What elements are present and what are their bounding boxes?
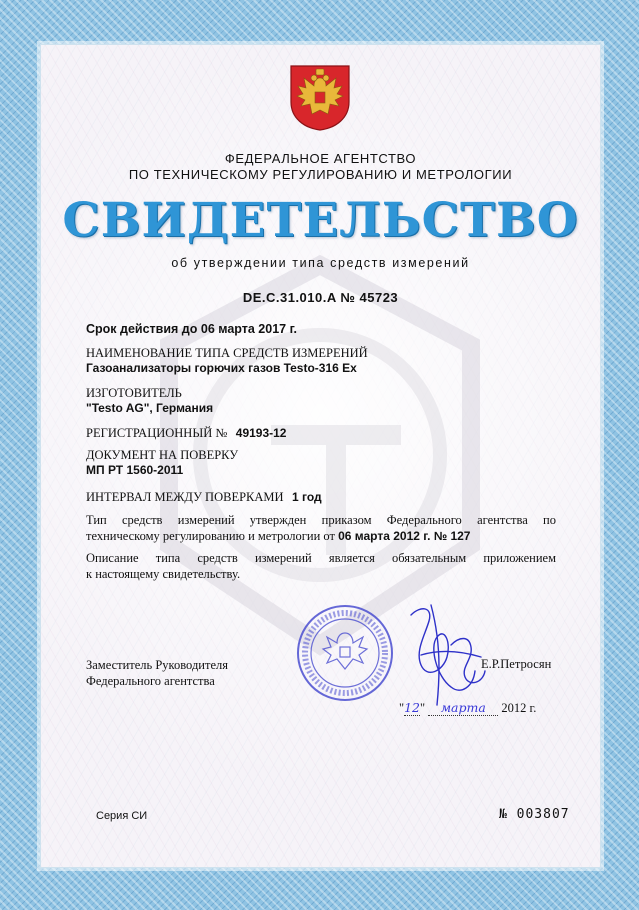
description-line-1: Описание типа средств измерений является обязательным приложением [86,551,556,565]
interval-value: 1 год [292,490,322,504]
registration-line [86,424,286,442]
issue-date-day: 12 [404,700,421,715]
validity-line [86,322,297,336]
type-name-value: Газоанализаторы горючих газов Testo-316 Ex [86,361,357,375]
validity-label: Срок действия до [86,322,198,336]
issue-date-month: марта [428,700,498,716]
form-number: № 003807 [499,807,570,822]
issue-date-year: 2012 г. [501,701,537,715]
document-title: СВИДЕТЕЛЬСТВО [62,193,579,248]
issue-date-quote-close: " [420,701,426,715]
interval-label: ИНТЕРВАЛ МЕЖДУ ПОВЕРКАМИ [86,490,284,504]
interval-line [86,488,322,506]
number-sign: № [340,290,356,305]
approval-line-2 [86,528,556,544]
verification-doc-value: МП РТ 1560-2011 [86,463,184,477]
russian-coat-of-arms-icon [287,64,353,132]
certificate-number: 45723 [359,290,399,305]
signatory-position [86,657,228,689]
registration-value: 49193-12 [235,426,287,440]
issue-date [399,700,536,716]
manufacturer-value: "Testo AG", Германия [86,401,214,415]
agency-line-1: ФЕДЕРАЛЬНОЕ АГЕНТСТВО [224,151,417,166]
approval-order-ref: 06 марта 2012 г. № 127 [338,529,471,543]
signatory-name: Е.Р.Петросян [481,657,552,671]
certificate-code: DE.C.31.010.A [242,290,337,305]
verification-doc-label: ДОКУМЕНТ НА ПОВЕРКУ [86,448,239,462]
description-paragraph [86,550,556,582]
agency-line-2: ПО ТЕХНИЧЕСКОМУ РЕГУЛИРОВАНИЮ И МЕТРОЛОГИИ [128,167,513,182]
approval-line-1: Тип средств измерений утвержден приказом Федерального агентства по [86,513,556,527]
approval-line-2-text: техническому регулированию и метрологии от [86,529,335,543]
description-line-2: к настоящему свидетельству. [86,567,241,581]
manufacturer-label: ИЗГОТОВИТЕЛЬ [86,386,182,400]
signatory-position-line-2: Федерального агентства [86,674,215,688]
signatory-position-line-1: Заместитель Руководителя [86,658,228,672]
official-seal-stamp [295,603,395,703]
validity-date: 06 марта 2017 г. [200,322,298,336]
series-label: Серия СИ [96,810,148,822]
registration-label: РЕГИСТРАЦИОННЫЙ № [86,426,228,440]
type-name-label: НАИМЕНОВАНИЕ ТИПА СРЕДСТВ ИЗМЕРЕНИЙ [86,346,368,360]
approval-paragraph [86,512,556,544]
certificate-body [40,44,601,868]
issue-date-quote-open: " [399,701,405,715]
document-subtitle: об утверждении типа средств измерений [171,256,470,270]
certificate-number-line [41,290,600,305]
